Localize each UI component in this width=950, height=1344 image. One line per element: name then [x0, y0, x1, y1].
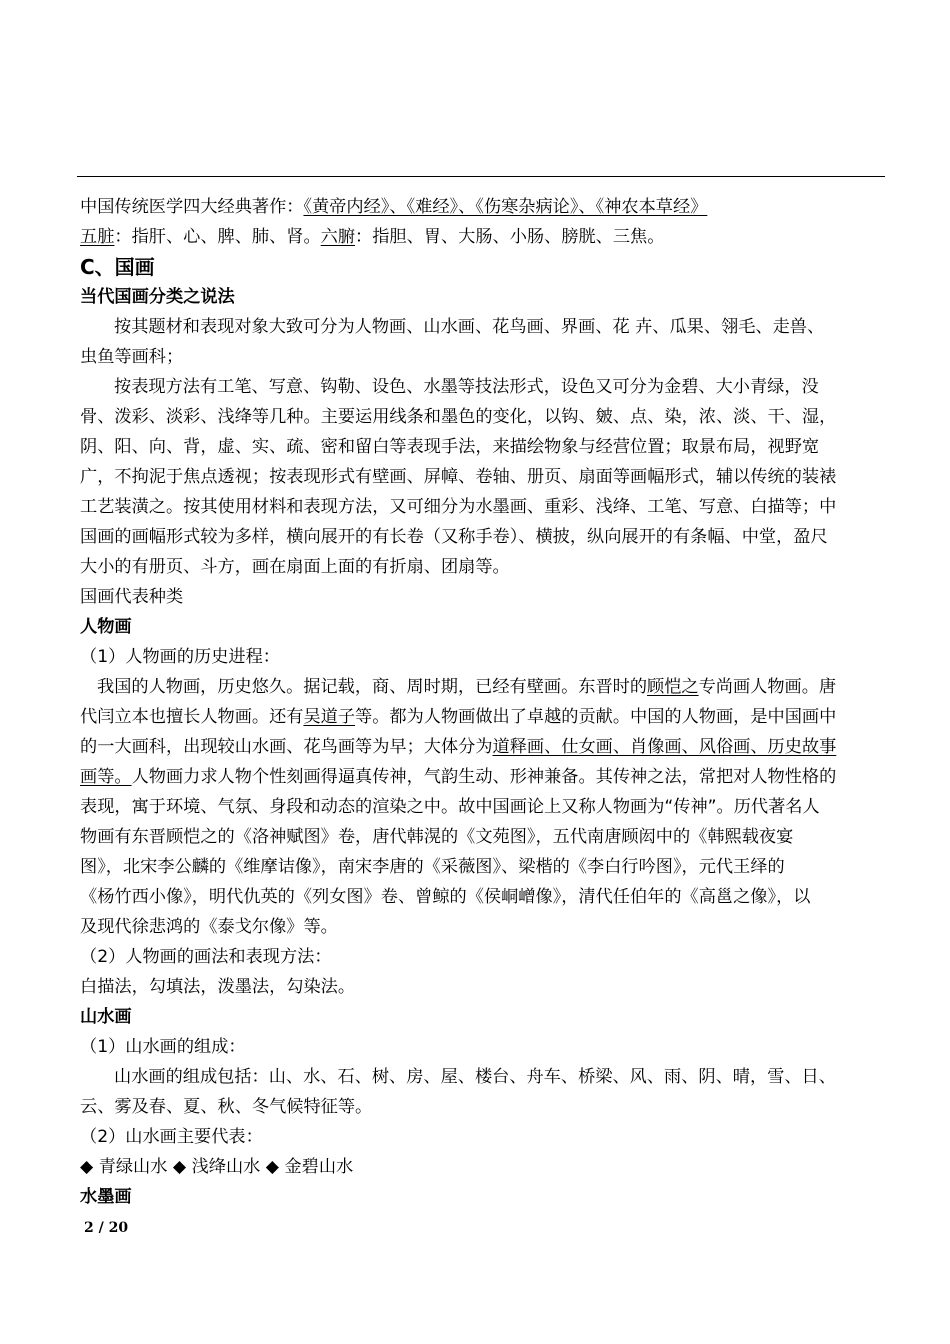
- paragraph-line: [80, 762, 885, 792]
- paragraph-line: 表现，寓于环境、气氛、身段和动态的渲染之中。故中国画论上又称人物画为“传神”。历代著名人: [80, 797, 820, 817]
- document-page: [80, 192, 885, 1212]
- paragraph-line: [80, 702, 885, 732]
- liufu-def: ：指胆、胃、大肠、小肠、膀胱、三焦。: [355, 227, 665, 247]
- wuzang-def: ：指肝、心、脾、肺、肾。: [114, 227, 321, 247]
- section-heading: C、国画: [80, 255, 155, 279]
- paragraph-line: 阴、阳、向、背，虚、实、疏、密和留白等表现手法，来描绘物象与经营位置；取景布局，视野宽: [80, 437, 820, 457]
- paragraph-line: 广，不拘泥于焦点透视；按表现形式有壁画、屏幛、卷轴、册页、扇面等画幅形式，辅以传统的装裱: [80, 467, 837, 487]
- paragraph-line: 物画有东晋顾恺之的《洛神赋图》卷，唐代韩滉的《文苑图》，五代南唐顾闳中的《韩熙载夜宴: [80, 827, 794, 847]
- paragraph-line: 大小的有册页、斗方，画在扇面上面的有折扇、团扇等。: [80, 557, 510, 577]
- label-line: 国画代表种类: [80, 587, 184, 607]
- genres-underlined: 道释画、仕女画、肖像画、风俗画、历史故事: [492, 737, 837, 757]
- liufu-term: 六腑: [320, 227, 356, 247]
- text-run: 的一大画科，出现较山水画、花鸟画等为早；大体分为: [80, 737, 493, 757]
- ink-heading: 水墨画: [80, 1187, 132, 1207]
- text-run: 人物画力求人物个性刻画得逼真传神，气韵生动、形神兼备。其传神之法，常把对人物性格的: [131, 767, 837, 787]
- text-run: 等。都为人物画做出了卓越的贡献。中国的人物画，是中国画中: [355, 707, 837, 727]
- paragraph-line: [80, 732, 885, 762]
- classics-line: [80, 192, 885, 222]
- list-item: （1）人物画的历史进程：: [80, 647, 280, 667]
- list-item: （2）山水画主要代表：: [80, 1127, 263, 1147]
- paragraph-line: 《杨竹西小像》，明代仇英的《列女图》卷、曾鲸的《侯峒嶒像》，清代任伯年的《高邕之像》，以: [80, 887, 811, 907]
- list-item: （2）人物画的画法和表现方法：: [80, 947, 332, 967]
- paragraph-line: 按其题材和表现对象大致可分为人物画、山水画、花鸟画、界画、花 卉、瓜果、翎毛、走兽、: [114, 317, 825, 337]
- paragraph-line: 图》，北宋李公麟的《维摩诘像》，南宋李唐的《采薇图》、梁楷的《李白行吟图》，元代王绎的: [80, 857, 785, 877]
- paragraph-line: 白描法，勾填法，泼墨法，勾染法。: [80, 977, 356, 997]
- paragraph-line: ◆ 青绿山水 ◆ 浅绛山水 ◆ 金碧山水: [80, 1157, 354, 1177]
- genres-underlined-end: 画等。: [80, 767, 132, 787]
- paragraph-line: 工艺装潢之。按其使用材料和表现方法，又可细分为水墨画、重彩、浅绛、工笔、写意、白描等；中: [80, 497, 837, 517]
- paragraph-line: 云、雾及春、夏、秋、冬气候特征等。: [80, 1097, 373, 1117]
- paragraph-line: 按表现方法有工笔、写意、钩勒、设色、水墨等技法形式，设色又可分为金碧、大小青绿，没: [114, 377, 819, 397]
- classics-titles: 《黄帝内经》、《难经》、《伤寒杂病论》、《神农本草经》: [303, 197, 708, 217]
- subsection-heading: 当代国画分类之说法: [80, 287, 235, 307]
- text-run: 专尚画人物画。唐: [698, 677, 837, 697]
- gu-kaizhi: 顾恺之: [647, 677, 699, 697]
- header-rule: [77, 176, 885, 177]
- paragraph-line: 山水画的组成包括：山、水、石、树、房、屋、楼台、舟车、桥梁、风、雨、阴、晴，雪、日、: [114, 1067, 836, 1087]
- list-item: （1）山水画的组成：: [80, 1037, 246, 1057]
- classics-label: 中国传统医学四大经典著作：: [80, 197, 304, 217]
- text-run: 代闫立本也擅长人物画。还有: [80, 707, 304, 727]
- text-run: 我国的人物画，历史悠久。据记载，商、周时期，已经有壁画。东晋时的: [97, 677, 648, 697]
- paragraph-line: 虫鱼等画科；: [80, 347, 184, 367]
- wu-daozi: 吴道子: [303, 707, 356, 727]
- paragraph-line: 及现代徐悲鸿的《泰戈尔像》等。: [80, 917, 338, 937]
- paragraph-line: 国画的画幅形式较为多样，横向展开的有长卷（又称手卷）、横披，纵向展开的有条幅、中堂，盈尺: [80, 527, 828, 547]
- wuzang-term: 五脏: [80, 227, 115, 247]
- paragraph-line: 骨、泼彩、淡彩、浅绛等几种。主要运用线条和墨色的变化，以钩、皴、点、染，浓、淡、干、湿，: [80, 407, 837, 427]
- organs-line: [80, 222, 885, 252]
- paragraph-line: [80, 672, 885, 702]
- page-number: 2 / 20: [84, 1220, 129, 1236]
- landscape-heading: 山水画: [80, 1007, 132, 1027]
- figure-heading: 人物画: [80, 617, 132, 637]
